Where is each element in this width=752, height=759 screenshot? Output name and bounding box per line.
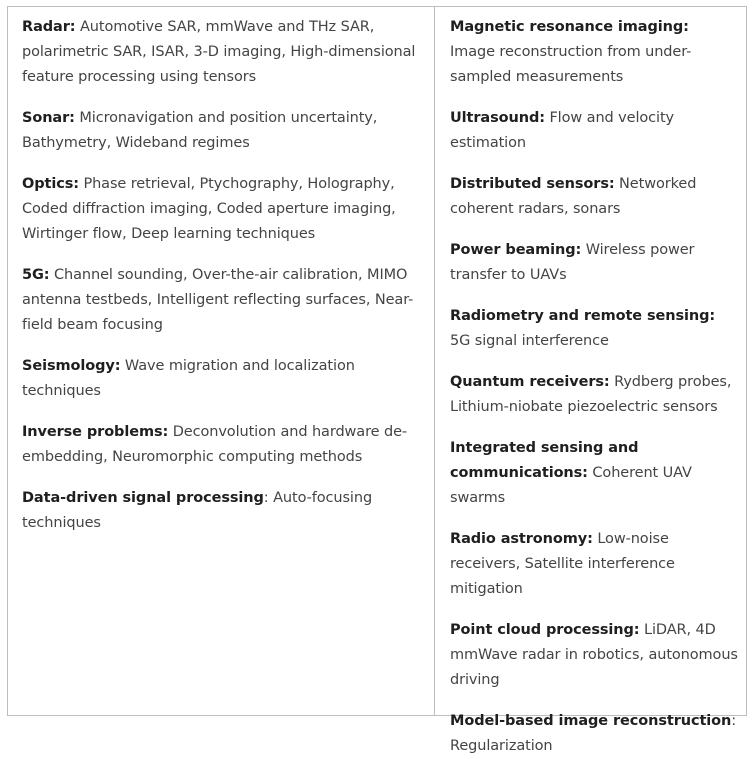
topic-description: : Auto-focusing techniques — [22, 490, 373, 531]
topic-term: Model-based image reconstruction — [450, 713, 732, 729]
topic-term: Radar: — [22, 19, 76, 35]
topic-description: Networked coherent radars, sonars — [450, 176, 697, 217]
topic-entry-ultrasound — [450, 106, 738, 156]
left-column — [8, 7, 435, 715]
topic-term: Distributed sensors: — [450, 176, 615, 192]
topic-entry-radar — [22, 15, 424, 90]
topic-term: Radio astronomy: — [450, 531, 593, 547]
topic-description: Automotive SAR, mmWave and THz SAR, polarimetric SAR, ISAR, 3-D imaging, High-dimensional feature processing using tensors — [22, 19, 416, 85]
topic-entry-power-beaming — [450, 238, 738, 288]
topic-description: 5G signal interference — [450, 333, 609, 349]
topic-entry-distributed-sensors — [450, 172, 738, 222]
topic-term: Ultrasound: — [450, 110, 545, 126]
topic-term: Integrated sensing and communications: — [450, 440, 639, 481]
topic-entry-radio-astronomy — [450, 527, 738, 602]
topic-term: Seismology: — [22, 358, 121, 374]
topic-entry-quantum-receivers — [450, 370, 738, 420]
topic-description: Phase retrieval, Ptychography, Holography, Coded diffraction imaging, Coded aperture imaging, Wirtinger flow, Deep learning techniques — [22, 176, 396, 242]
topic-entry-mri — [450, 15, 738, 90]
right-column — [435, 7, 746, 754]
topic-description: : Regularization — [450, 713, 737, 754]
topic-term: Power beaming: — [450, 242, 582, 258]
topic-term: Inverse problems: — [22, 424, 169, 440]
topic-term: Quantum receivers: — [450, 374, 610, 390]
topic-description: Low-noise receivers, Satellite interference mitigation — [450, 531, 675, 597]
topic-entry-seismology — [22, 354, 424, 404]
topic-entry-sonar — [22, 106, 424, 156]
topic-description: Channel sounding, Over-the-air calibration, MIMO antenna testbeds, Intelligent reflecting surfaces, Near-field beam focusing — [22, 267, 414, 333]
topic-description: Deconvolution and hardware de-embedding, Neuromorphic computing methods — [22, 424, 408, 465]
topic-entry-isac — [450, 436, 738, 511]
topic-term: Point cloud processing: — [450, 622, 640, 638]
topic-entry-optics — [22, 172, 424, 247]
topic-term: Magnetic resonance imaging: — [450, 19, 689, 35]
topic-entry-data-driven — [22, 486, 424, 536]
topic-description: LiDAR, 4D mmWave radar in robotics, autonomous driving — [450, 622, 738, 688]
topic-description: Coherent UAV swarms — [450, 465, 692, 506]
topic-term: 5G: — [22, 267, 50, 283]
topic-description: Flow and velocity estimation — [450, 110, 675, 151]
topic-entry-5g — [22, 263, 424, 338]
topic-entry-inverse-problems — [22, 420, 424, 470]
topics-table — [7, 6, 747, 754]
topic-term: Optics: — [22, 176, 79, 192]
topic-description: Image reconstruction from under-sampled measurements — [450, 44, 692, 85]
topic-entry-point-cloud — [450, 618, 738, 693]
topic-description: Wave migration and localization techniques — [22, 358, 355, 399]
topic-term: Sonar: — [22, 110, 75, 126]
topic-term: Radiometry and remote sensing: — [450, 308, 716, 324]
topic-term: Data-driven signal processing — [22, 490, 264, 506]
topic-description: Micronavigation and position uncertainty, Bathymetry, Wideband regimes — [22, 110, 378, 151]
topic-entry-radiometry — [450, 304, 738, 354]
topic-entry-model-based — [450, 709, 738, 759]
topic-description: Rydberg probes, Lithium-niobate piezoelectric sensors — [450, 374, 732, 415]
topic-description: Wireless power transfer to UAVs — [450, 242, 695, 283]
